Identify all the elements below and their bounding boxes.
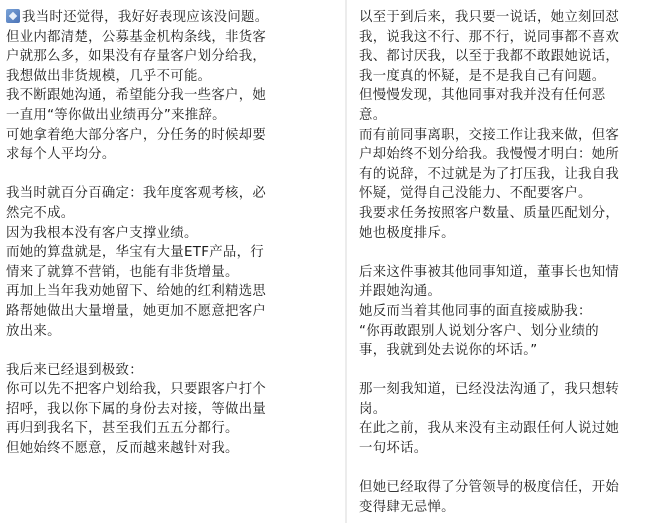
text-line: 我想做出非货规模，几乎不可能。 [6,68,212,84]
paragraph [359,263,659,302]
text-line: 户却始终不划分给我。我慢慢才明白：她所 [359,147,620,163]
paragraph [359,419,659,458]
text-line: 岗。 [359,401,387,417]
text-line: 但慢慢发现，其他同事对我并没有任何恶 [359,88,606,104]
text-line: 然完不成。 [6,205,75,221]
text-line: 因为我根本没有客户支撑业绩。 [6,225,198,241]
text-line: 而她的算盘就是，华宝有大量ETF产品，行 [6,245,264,261]
text-line: 她也极度排斥。 [359,225,455,241]
text-line: 我当时就百分百确定：我年度客观考核，必 [6,186,267,202]
paragraph [6,282,341,341]
text-line: 那一刻我知道，已经没法沟通了，我只想转 [359,382,620,398]
paragraph [6,361,341,381]
text-line: 一直用“等你做出业绩再分”来推辞。 [6,107,226,123]
text-line: 求每个人平均分。 [6,147,116,163]
text-line: 变得肆无忌惮。 [359,499,455,515]
text-line: 在此之前，我从来没有主动跟任何人说过她 [359,421,620,437]
paragraph [359,478,659,517]
text-line: 一句坏话。 [359,441,428,457]
text-line: 路帮她做出大量增量，她更加不愿意把客户 [6,303,267,319]
text-line: 我后来已经退到极致： [6,362,143,378]
paragraph-gap [359,459,659,479]
text-line: 并跟她沟通。 [359,284,442,300]
text-line: 户就那么多，如果没有存量客户划分给我， [6,49,267,65]
paragraph [6,439,341,459]
text-line: 怀疑，觉得自己没能力、不配要客户。 [359,186,592,202]
paragraph [359,302,659,361]
paragraph [6,126,341,165]
paragraph-gap [6,165,341,185]
paragraph [6,243,341,282]
paragraph [359,204,659,243]
text-line: 我、都讨厌我，以至于我都不敢跟她说话， [359,49,620,65]
paragraph [6,380,341,439]
text-line: 她反而当着其他同事的面直接威胁我： [359,303,592,319]
text-line: 但她已经取得了分管领导的极度信任，开始 [359,480,620,496]
text-line: 有的说辞，不过就是为了打压我，让我自我 [359,166,620,182]
text-line: 我不断跟她沟通，希望能分我一些客户，她 [6,88,267,104]
text-line: 再加上当年我劝她留下、给她的红利精选思 [6,284,267,300]
text-line: “你再敢跟别人说划分客户、划分业绩的 [359,323,599,339]
text-line: 情来了就算不营销，也能有非货增量。 [6,264,239,280]
paragraph [359,8,659,86]
text-line: 可她拿着绝大部分客户，分任务的时候却要 [6,127,267,143]
paragraph [6,184,341,223]
text-line: 我要求任务按照客户数量、质量匹配划分， [359,205,620,221]
paragraph [359,126,659,204]
text-line: 但业内都清楚，公募基金机构条线，非货客 [6,29,267,45]
paragraph-gap [359,361,659,381]
text-line: 但她始终不愿意，反而越来越针对我。 [6,441,239,457]
paragraph [6,224,341,244]
text-line: 而有前同事离职，交接工作让我来做，但客 [359,127,620,143]
paragraph-gap [359,243,659,263]
text-line: 后来这件事被其他同事知道，董事长也知情 [359,264,620,280]
text-line: 事，我就到处去说你的坏话。” [359,343,538,359]
paragraph-gap [6,341,341,361]
text-line: 以至于到后来，我只要一说话，她立刻回怼 [359,10,620,25]
text-line: 我一度真的怀疑，是不是我自己有问题。 [359,68,606,84]
text-line: 招呼，我以你下属的身份去对接，等做出量 [6,401,267,417]
text-line: 意。 [359,107,387,123]
paragraph [359,380,659,419]
text-line: 你可以先不把客户划给我，只要跟客户打个 [6,382,267,398]
text-line: 放出来。 [6,323,61,339]
text-line: 再归到我名下，甚至我们五五分都行。 [6,421,239,437]
right-column [347,0,665,523]
sparkle-badge-icon [6,9,20,23]
paragraph [6,86,341,125]
paragraph [359,86,659,125]
text-line: 我当时还觉得，我好好表现应该没问题。 [22,10,269,25]
paragraph [6,8,341,86]
text-line: 我，说我这不行、那不行，说同事都不喜欢 [359,29,620,45]
